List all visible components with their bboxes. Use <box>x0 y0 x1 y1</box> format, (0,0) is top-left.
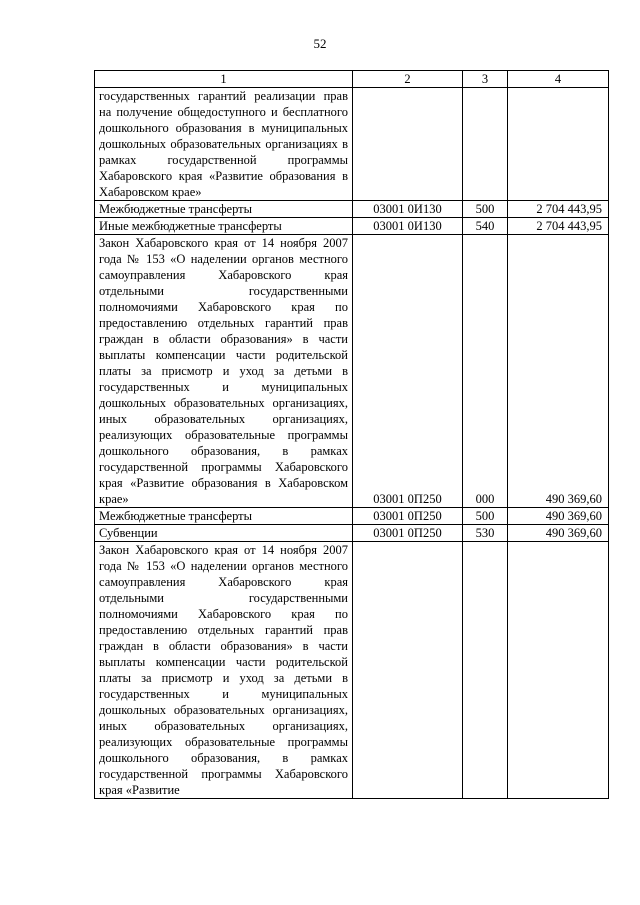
row-type <box>463 88 508 201</box>
row-description: государственных гарантий реализации прав на получение общедоступного и бесплатного дошкольного образования в муниципальных дошкольных образовательных организациях в рамках государственной программы Хабаровского края «Развитие образования в Хабаровском крае» <box>95 88 353 201</box>
row-code: 03001 0И130 <box>353 201 463 218</box>
header-col-2: 2 <box>353 71 463 88</box>
header-row <box>95 71 609 88</box>
row-sum <box>508 542 609 799</box>
table-row <box>95 525 609 542</box>
row-description: Межбюджетные трансферты <box>95 201 353 218</box>
row-type: 530 <box>463 525 508 542</box>
row-type: 500 <box>463 508 508 525</box>
row-code <box>353 88 463 201</box>
header-col-3: 3 <box>463 71 508 88</box>
budget-table <box>94 70 609 799</box>
row-type: 000 <box>463 235 508 508</box>
row-code: 03001 0П250 <box>353 508 463 525</box>
header-col-1: 1 <box>95 71 353 88</box>
row-code: 03001 0П250 <box>353 235 463 508</box>
table-row <box>95 218 609 235</box>
row-description: Иные межбюджетные трансферты <box>95 218 353 235</box>
row-sum: 490 369,60 <box>508 508 609 525</box>
page-number: 52 <box>313 36 327 51</box>
row-sum: 490 369,60 <box>508 525 609 542</box>
table-row <box>95 542 609 799</box>
table-row <box>95 235 609 508</box>
row-sum: 2 704 443,95 <box>508 218 609 235</box>
row-description: Субвенции <box>95 525 353 542</box>
row-description: Закон Хабаровского края от 14 ноября 2007 года № 153 «О наделении органов местного самоуправления Хабаровского края отдельными государственными полномочиями Хабаровского края по предоставлению отдельных гарантий прав граждан в области образования» в части выплаты компенсации части родительской платы за присмотр и уход за детьми в государственных и муниципальных дошкольных образовательных организациях, иных образовательных организациях, реализующих образовательные программы дошкольного образования, в рамках государственной программы Хабаровского края «Развитие образования в Хабаровском крае» <box>95 235 353 508</box>
row-type: 500 <box>463 201 508 218</box>
row-type <box>463 542 508 799</box>
table-row <box>95 508 609 525</box>
row-sum: 2 704 443,95 <box>508 201 609 218</box>
row-code: 03001 0И130 <box>353 218 463 235</box>
header-col-4: 4 <box>508 71 609 88</box>
row-code <box>353 542 463 799</box>
row-description: Закон Хабаровского края от 14 ноября 2007 года № 153 «О наделении органов местного самоуправления Хабаровского края отдельными государственными полномочиями Хабаровского края по предоставлению отдельных гарантий прав граждан в области образования» в части выплаты компенсации части родительской платы за присмотр и уход за детьми в государственных и муниципальных дошкольных образовательных организациях, иных образовательных организациях, реализующих образовательные программы дошкольного образования, в рамках государственной программы Хабаровского края «Развитие <box>95 542 353 799</box>
row-sum: 490 369,60 <box>508 235 609 508</box>
row-sum <box>508 88 609 201</box>
row-code: 03001 0П250 <box>353 525 463 542</box>
table-row <box>95 201 609 218</box>
row-type: 540 <box>463 218 508 235</box>
table-row <box>95 88 609 201</box>
row-description: Межбюджетные трансферты <box>95 508 353 525</box>
